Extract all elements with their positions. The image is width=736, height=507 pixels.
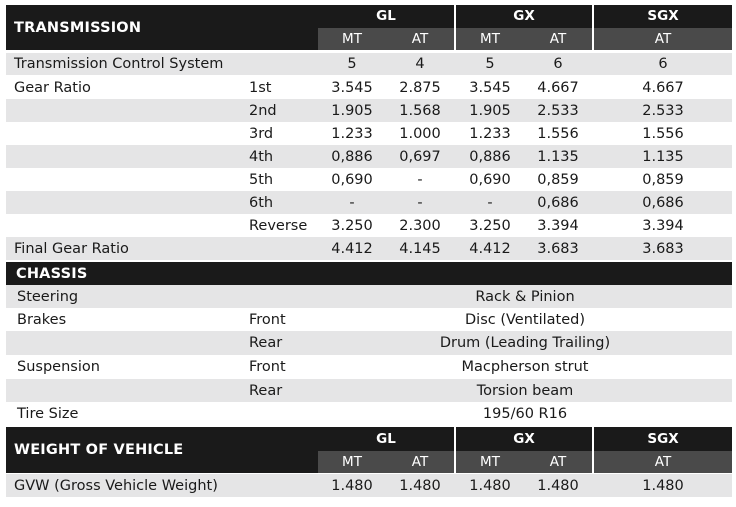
row-label: Suspension	[17, 359, 100, 375]
value-cell: 4.667	[642, 79, 684, 96]
value-cell: 4	[415, 56, 425, 72]
subhead-gx-mt: MT	[456, 28, 524, 50]
value-cell: Torsion beam	[476, 382, 574, 399]
variant-gl: GL	[318, 427, 454, 450]
position-label: Front	[249, 311, 286, 328]
value-cell: Drum (Leading Trailing)	[439, 335, 611, 351]
row-label: Brakes	[17, 311, 67, 328]
gear-label: 5th	[249, 171, 274, 188]
subhead-sgx-at: AT	[594, 451, 732, 473]
value-cell: 1.480	[469, 477, 511, 494]
gear-label: Reverse	[249, 217, 308, 234]
variant-gl: GL	[318, 5, 454, 27]
value-cell: 195/60 R16	[482, 405, 568, 422]
value-cell: 1.480	[331, 477, 373, 494]
value-cell: 1.556	[537, 125, 579, 142]
subhead-gl-mt: MT	[318, 28, 386, 50]
transmission-title: TRANSMISSION	[14, 19, 142, 36]
table-row	[6, 331, 732, 355]
weight-title: WEIGHT OF VEHICLE	[14, 442, 184, 458]
position-label: Rear	[249, 335, 283, 351]
value-cell: 0,690	[331, 171, 373, 188]
gear-label: 6th	[249, 194, 274, 211]
position-label: Rear	[249, 382, 283, 399]
row-label: Gear Ratio	[14, 79, 91, 96]
value-cell: 0,859	[537, 171, 579, 188]
value-cell: 0,690	[469, 171, 511, 188]
value-cell: 1.135	[642, 148, 684, 165]
table-row	[6, 308, 732, 331]
row-label: Final Gear Ratio	[14, 240, 129, 257]
value-cell: 1.556	[642, 125, 684, 142]
chassis-title: CHASSIS	[16, 265, 88, 282]
row-label: Transmission Control System	[14, 56, 224, 72]
value-cell: 1.568	[399, 102, 441, 119]
value-cell: 1.233	[469, 125, 511, 142]
value-cell: 0,686	[642, 194, 684, 211]
value-cell: 0,886	[469, 148, 511, 165]
subhead-gl-mt: MT	[318, 451, 386, 473]
position-label: Front	[249, 359, 286, 375]
table-row	[6, 99, 732, 122]
gear-label: 3rd	[249, 125, 274, 142]
gear-label: 2nd	[249, 102, 277, 119]
value-cell: 3.683	[642, 240, 684, 257]
row-label: GVW (Gross Vehicle Weight)	[14, 477, 218, 494]
value-cell: 4.667	[537, 79, 579, 96]
value-cell: 1.135	[537, 148, 579, 165]
table-row	[6, 122, 732, 145]
subhead-gl-at: AT	[386, 451, 454, 473]
value-cell: 3.250	[469, 217, 511, 234]
variant-sgx: SGX	[594, 427, 732, 450]
value-cell: Rack & Pinion	[475, 288, 575, 305]
table-row	[6, 355, 732, 379]
value-cell: 4.412	[331, 240, 373, 257]
row-label: Tire Size	[17, 405, 79, 422]
value-cell: 1.233	[331, 125, 373, 142]
gear-label: 1st	[249, 79, 272, 96]
divider	[454, 5, 456, 50]
subhead-sgx-at: AT	[594, 28, 732, 50]
value-cell: 3.683	[537, 240, 579, 257]
value-cell: 0,686	[537, 194, 579, 211]
value-cell: 3.545	[469, 79, 511, 96]
value-cell: 2.533	[642, 102, 684, 119]
value-cell: 4.145	[399, 240, 441, 257]
value-cell: Disc (Ventilated)	[465, 311, 585, 328]
value-cell: 2.875	[399, 79, 441, 96]
value-cell: 1.480	[642, 477, 684, 494]
subhead-gx-at: AT	[524, 451, 592, 473]
value-cell: -	[417, 171, 423, 188]
value-cell: Macpherson strut	[461, 359, 589, 375]
value-cell: 6	[553, 56, 563, 72]
gear-label: 4th	[249, 148, 274, 165]
value-cell: 0,886	[331, 148, 373, 165]
chassis-header	[6, 262, 732, 285]
value-cell: 4.412	[469, 240, 511, 257]
subhead-gx-mt: MT	[456, 451, 524, 473]
value-cell: 1.480	[537, 477, 579, 494]
value-cell: 3.250	[331, 217, 373, 234]
divider	[454, 427, 456, 473]
value-cell: 0,697	[399, 148, 441, 165]
value-cell: -	[417, 194, 423, 211]
value-cell: 1.905	[331, 102, 373, 119]
value-cell: 6	[658, 56, 668, 72]
table-row	[6, 285, 732, 308]
value-cell: 1.905	[469, 102, 511, 119]
table-row	[6, 168, 732, 191]
value-cell: 5	[485, 56, 495, 72]
value-cell: 3.545	[331, 79, 373, 96]
value-cell: 1.480	[399, 477, 441, 494]
transmission-header	[6, 5, 732, 50]
variant-sgx: SGX	[594, 5, 732, 27]
value-cell: 1.000	[399, 125, 441, 142]
row-label: Steering	[17, 288, 79, 305]
value-cell: 5	[347, 56, 357, 72]
value-cell: -	[487, 194, 493, 211]
value-cell: 0,859	[642, 171, 684, 188]
subhead-gl-at: AT	[386, 28, 454, 50]
value-cell: 2.300	[399, 217, 441, 234]
variant-gx: GX	[456, 5, 592, 27]
subhead-gx-at: AT	[524, 28, 592, 50]
table-row	[6, 76, 732, 99]
value-cell: -	[349, 194, 355, 211]
table-row	[6, 237, 732, 260]
divider	[592, 427, 594, 473]
value-cell: 3.394	[642, 217, 684, 234]
table-row	[6, 145, 732, 168]
table-row	[6, 474, 732, 497]
value-cell: 3.394	[537, 217, 579, 234]
table-row	[6, 379, 732, 402]
table-row	[6, 214, 732, 237]
table-row	[6, 53, 732, 75]
table-row	[6, 191, 732, 214]
table-row	[6, 402, 732, 425]
value-cell: 2.533	[537, 102, 579, 119]
variant-gx: GX	[456, 427, 592, 450]
divider	[592, 5, 594, 50]
weight-header	[6, 427, 732, 473]
